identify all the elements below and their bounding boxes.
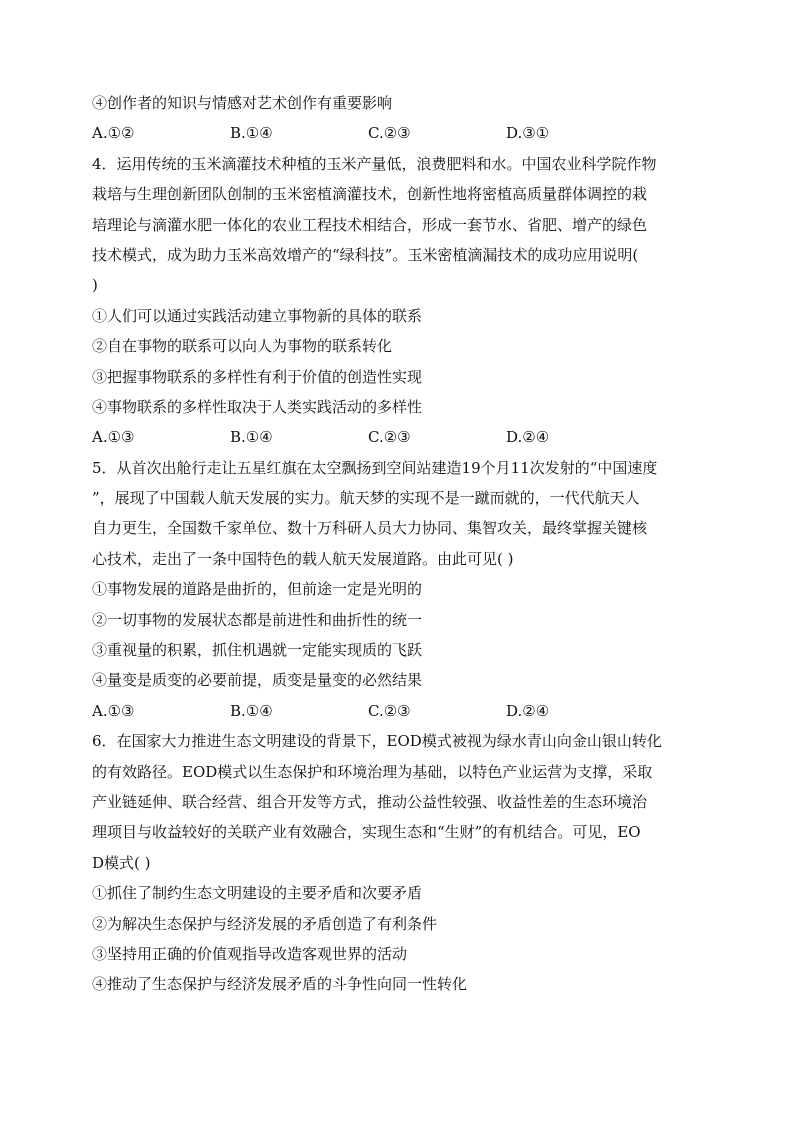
statement-line: ④创作者的知识与情感对艺术创作有重要影响 [92,94,393,112]
question-text-line: 技术模式，成为助力玉米高效增产的“绿科技”。玉米密植滴漏技术的成功应用说明( [92,245,639,264]
statement-line: ①抓住了制约生态文明建设的主要矛盾和次要矛盾 [92,884,423,903]
question-text-line: ) [92,276,98,295]
question-text-line: 理项目与收益较好的关联产业有效融合，实现生态和“生财”的有机结合。可见，EO [92,823,641,842]
answer-options [92,422,708,452]
option-c: C.②③ [368,428,411,447]
question-text-line: 4．运用传统的玉米滴灌技术种植的玉米产量低，浪费肥料和水。中国农业科学院作物 [92,154,657,173]
question-text-line: 6．在国家大力推进生态文明建设的背景下，EOD模式被视为绿水青山向金山银山转化 [92,732,662,751]
option-b: B.①④ [230,124,273,143]
question-text-line: 心技术，走出了一条中国特色的载人航天发展道路。由此可见( ) [92,549,514,568]
question-6 [92,726,708,1000]
question-5 [92,453,708,727]
statement-line: ④事物联系的多样性取决于人类实践活动的多样性 [92,397,423,416]
question-3-tail [92,88,708,149]
question-text-line: D模式( ) [92,853,151,872]
statement-line: ④量变是质变的必要前提，质变是量变的必然结果 [92,671,423,690]
option-d: D.②④ [506,701,550,720]
statement-line: ③把握事物联系的多样性有利于价值的创造性实现 [92,367,423,386]
option-b: B.①④ [230,701,273,720]
question-text-line: 培理论与滴灌水肥一体化的农业工程技术相结合，形成一套节水、省肥、增产的绿色 [92,215,648,234]
statement-line: ①人们可以通过实践活动建立事物新的具体的联系 [92,306,423,325]
option-b: B.①④ [230,428,273,447]
statement-line: ①事物发展的道路是曲折的，但前途一定是光明的 [92,580,423,599]
question-text-line: 栽培与生理创新团队创制的玉米密植滴灌技术，创新性地将密植高质量群体调控的栽 [92,185,648,204]
question-text-line: 的有效路径。EOD模式以生态保护和环境治理为基础，以特色产业运营为支撑，采取 [92,762,653,781]
option-d: D.②④ [506,428,550,447]
question-text-line: 产业链延伸、联合经营、组合开发等方式，推动公益性较强、收益性差的生态环境治 [92,792,648,811]
option-a: A.①③ [92,701,135,720]
statement-line: ③重视量的积累，抓住机遇就一定能实现质的飞跃 [92,641,423,660]
option-c: C.②③ [368,124,411,143]
statement-line: ④推动了生态保护与经济发展矛盾的斗争性向同一性转化 [92,975,468,994]
option-c: C.②③ [368,701,411,720]
statement-line: ③坚持用正确的价值观指导改造客观世界的活动 [92,944,408,963]
answer-options [92,118,708,148]
option-d: D.③① [506,124,550,143]
question-4 [92,149,708,453]
question-text-line: 自力更生，全国数千家单位、数十万科研人员大力协同、集智攻关，最终掌握关键核 [92,519,648,538]
option-a: A.①③ [92,428,135,447]
page-content [92,88,708,1000]
statement-line: ②为解决生态保护与经济发展的矛盾创造了有利条件 [92,914,438,933]
answer-options [92,696,708,726]
question-text-line: 5．从首次出舱行走让五星红旗在太空飘扬到空间站建造19个月11次发射的“中国速度 [92,458,658,477]
statement-line: ②一切事物的发展状态都是前进性和曲折性的统一 [92,610,423,629]
question-text-line: ”，展现了中国载人航天发展的实力。航天梦的实现不是一蹴而就的，一代代航天人 [92,489,640,508]
statement-line: ②自在事物的联系可以向人为事物的联系转化 [92,337,393,356]
option-a: A.①② [92,124,135,143]
